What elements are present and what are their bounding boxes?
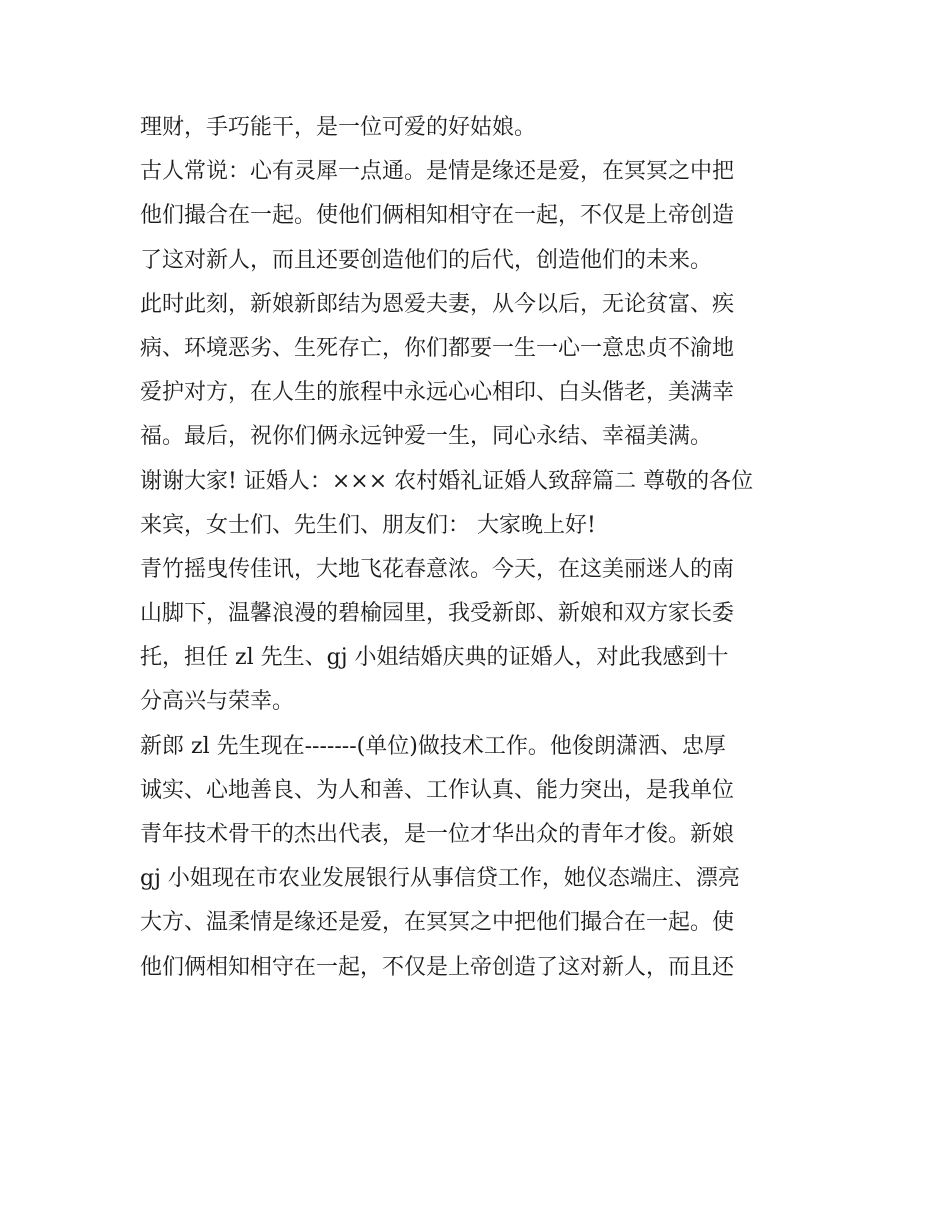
text-line: 理财，手巧能干，是一位可爱的好姑娘。 bbox=[140, 115, 537, 140]
text-line: 病、环境恶劣、生死存亡，你们都要一生一心一意忠贞不渝地 bbox=[140, 335, 735, 361]
text-line: 谢谢大家! 证婚人：××× 农村婚礼证婚人致辞篇二 尊敬的各位 bbox=[140, 468, 754, 494]
body-text bbox=[140, 106, 820, 990]
text-line: 大方、温柔情是缘还是爱，在冥冥之中把他们撮合在一起。使 bbox=[140, 910, 735, 936]
text-line: 爱护对方，在人生的旅程中永远心心相印、白头偕老，美满幸 bbox=[140, 380, 735, 406]
text-line: 他们撮合在一起。使他们俩相知相守在一起，不仅是上帝创造 bbox=[140, 203, 735, 229]
text-line: gj 小姐现在市农业发展银行从事信贷工作，她仪态端庄、漂亮 bbox=[140, 866, 740, 892]
text-line: 此时此刻，新娘新郎结为恩爱夫妻，从今以后，无论贫富、疾 bbox=[140, 291, 735, 317]
text-line: 古人常说：心有灵犀一点通。是情是缘还是爱，在冥冥之中把 bbox=[140, 159, 735, 185]
text-line: 山脚下，温馨浪漫的碧榆园里，我受新郎、新娘和双方家长委 bbox=[140, 601, 735, 627]
text-line: 来宾，女士们、先生们、朋友们： 大家晚上好! bbox=[140, 512, 596, 538]
text-line: 诚实、心地善良、为人和善、工作认真、能力突出，是我单位 bbox=[140, 777, 735, 803]
text-line: 他们俩相知相守在一起，不仅是上帝创造了这对新人，而且还 bbox=[140, 954, 735, 980]
text-line: 新郎 zl 先生现在-------(单位)做技术工作。他俊朗潇洒、忠厚 bbox=[140, 733, 726, 759]
text-line: 福。最后，祝你们俩永远钟爱一生，同心永结、幸福美满。 bbox=[140, 424, 713, 450]
text-line: 青年技术骨干的杰出代表，是一位才华出众的青年才俊。新娘 bbox=[140, 822, 735, 847]
text-line: 托，担任 zl 先生、gj 小姐结婚庆典的证婚人，对此我感到十 bbox=[140, 645, 729, 671]
text-line: 了这对新人，而且还要创造他们的后代，创造他们的未来。 bbox=[140, 247, 713, 273]
text-line: 分高兴与荣幸。 bbox=[140, 689, 295, 715]
text-line: 青竹摇曳传佳讯，大地飞花春意浓。今天，在这美丽迷人的南 bbox=[140, 556, 735, 582]
